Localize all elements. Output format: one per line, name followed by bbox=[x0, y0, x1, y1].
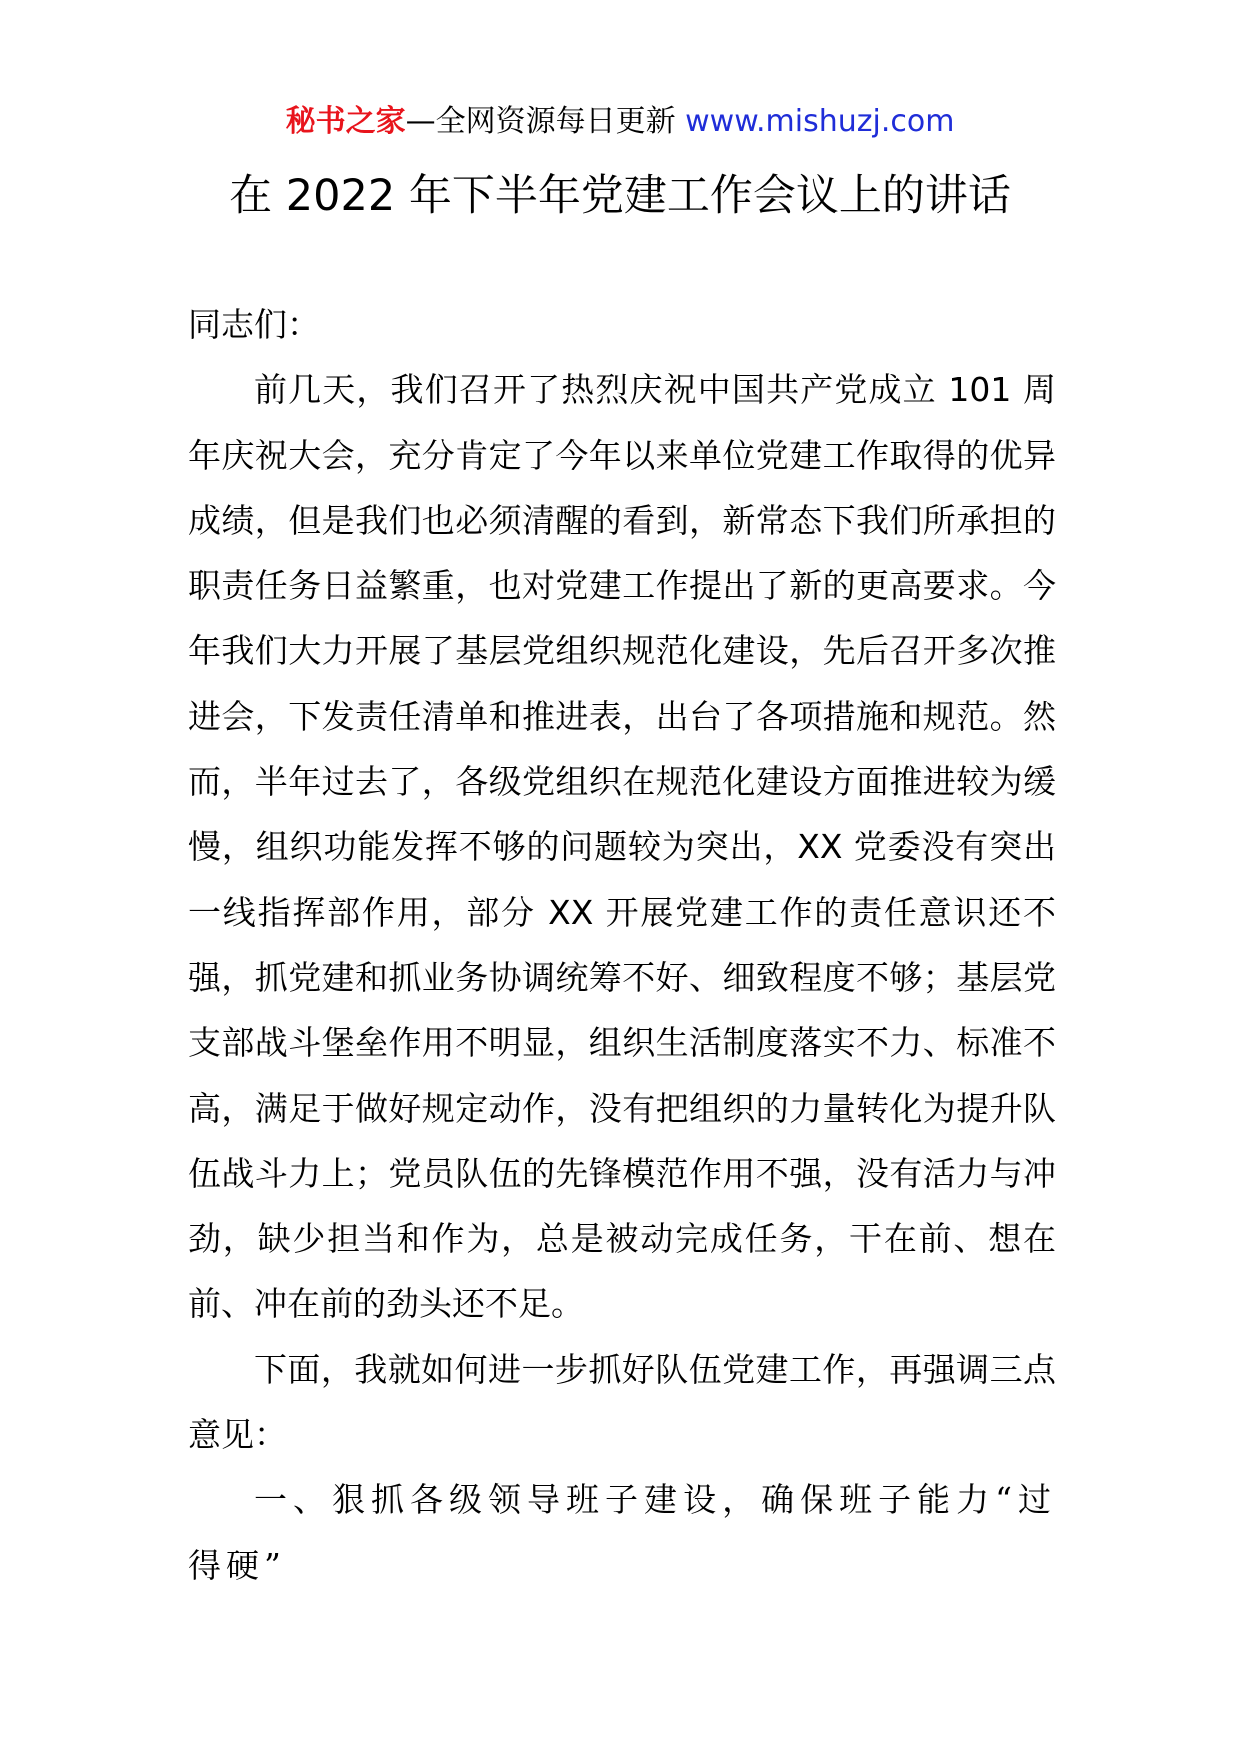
section-heading: 一、狠抓各级领导班子建设，确保班子能力“过得硬” bbox=[188, 1480, 1056, 1585]
site-header bbox=[0, 100, 1240, 144]
document-title: 在 2022 年下半年党建工作会议上的讲话 bbox=[229, 171, 1011, 221]
brand-name: 秘书之家 bbox=[285, 104, 406, 139]
salutation: 同志们： bbox=[188, 305, 320, 344]
body-paragraph: 下面，我就如何进一步抓好队伍党建工作，再强调三点意见： bbox=[188, 1349, 1056, 1455]
document-body bbox=[188, 292, 1056, 1598]
site-slogan: —全网资源每日更新 bbox=[405, 104, 676, 139]
site-url[interactable]: www.mishuzj.com bbox=[685, 104, 955, 139]
body-paragraph: 前几天，我们召开了热烈庆祝中国共产党成立 101 周年庆祝大会，充分肯定了今年以来单位党建工作取得的优异成绩，但是我们也必须清醒的看到，新常态下我们所承担的职责任务日益繁重，也对党建工作提出了新的更高要求。今年我们大力开展了基层党组织规范化建设，先后召开多次推进会，下发责任清单和推进表，出台了各项措施和规范。然而，半年过去了，各级党组织在规范化建设方面推进较为缓慢，组织功能发挥不够的问题较为突出，XX 党委没有突出一线指挥部作用，部分 XX 开展党建工作的责任意识还不强，抓党建和抓业务协调统筹不好、细致程度不够；基层党支部战斗堡垒作用不明显，组织生活制度落实不力、标准不高，满足于做好规定动作，没有把组织的力量转化为提升队伍战斗力上；党员队伍的先锋模范作用不强，没有活力与冲劲，缺少担当和作为，总是被动完成任务，干在前、想在前、冲在前的劲头还不足。 bbox=[188, 370, 1056, 1324]
